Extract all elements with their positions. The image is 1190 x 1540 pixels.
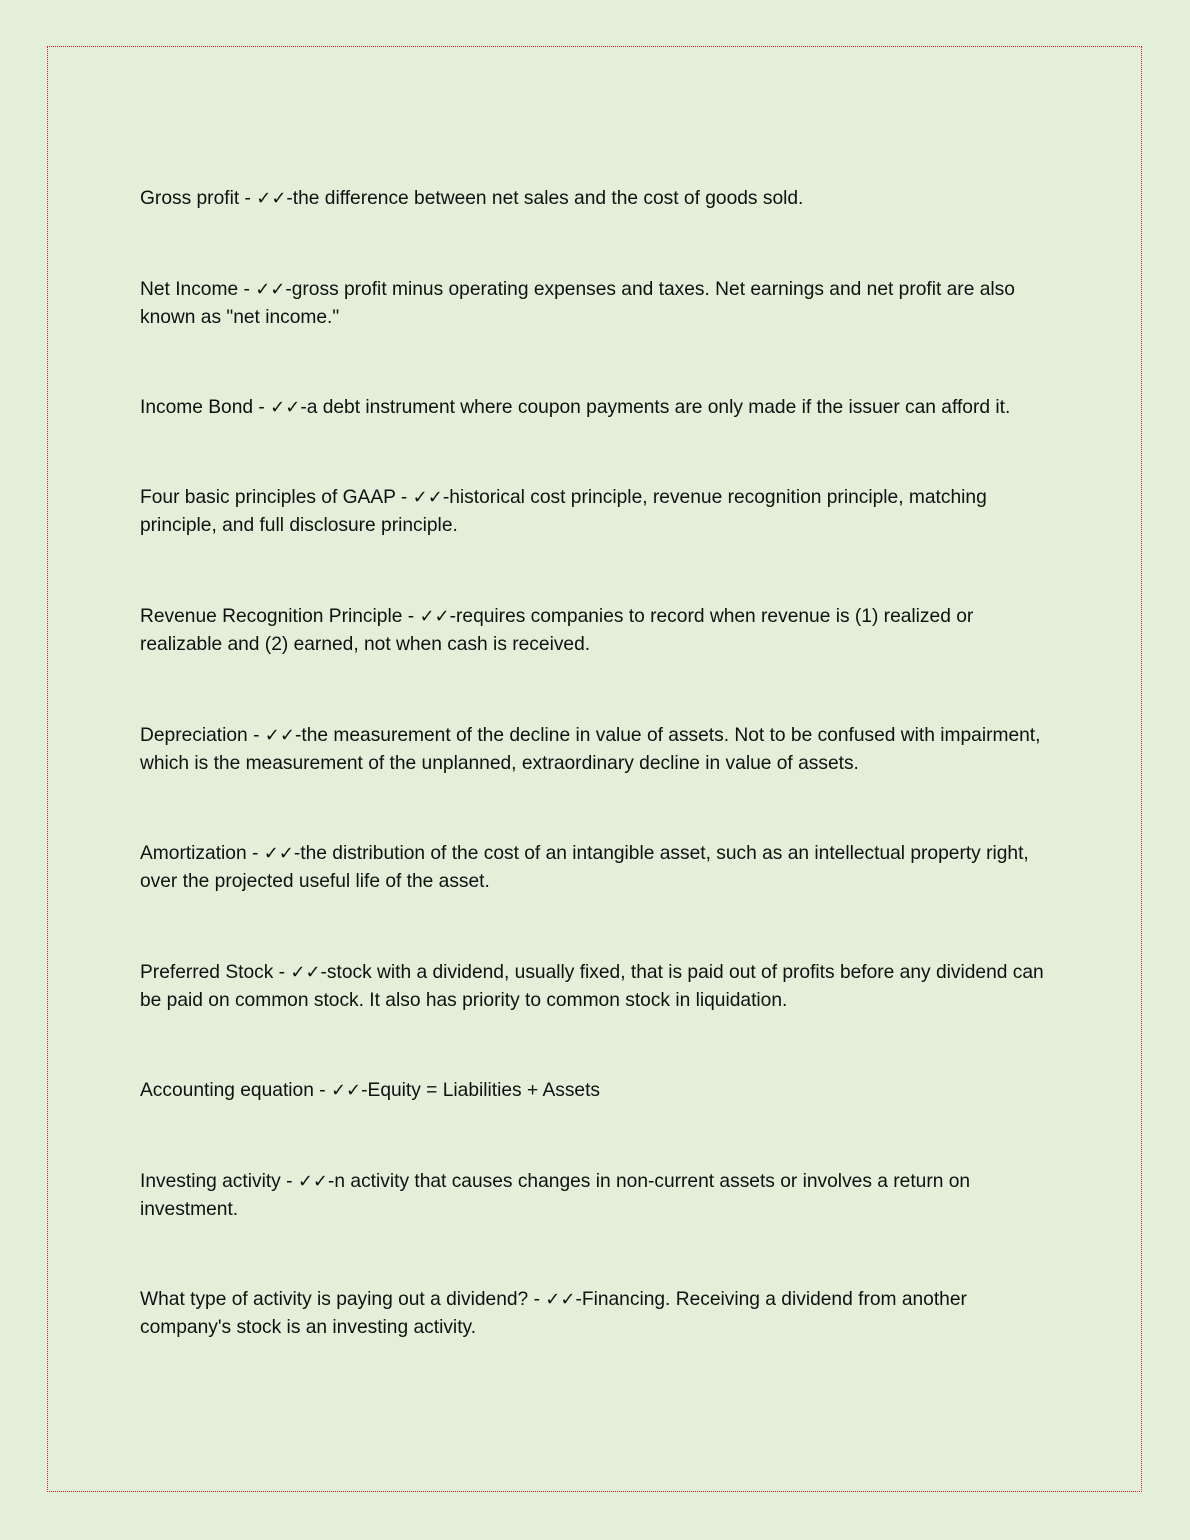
entry-separator: - xyxy=(238,279,256,300)
entry-definition: -historical cost principle, revenue recognition principle, matching principle, and full disclosure principle. xyxy=(140,487,987,537)
entry-definition: -the difference between net sales and the cost of goods sold. xyxy=(286,188,804,209)
entry-gross-profit xyxy=(140,185,1055,213)
entry-definition: -the measurement of the decline in value of assets. Not to be confused with impairment, which is the measurement of the unplanned, extraordinary decline in value of assets. xyxy=(140,725,1041,775)
entry-gaap-principles xyxy=(140,484,1055,541)
double-check-icon: ✓✓ xyxy=(297,1171,329,1192)
double-check-icon: ✓✓ xyxy=(290,962,321,983)
entry-net-income xyxy=(140,276,1055,333)
entry-term: Depreciation xyxy=(140,725,248,746)
entry-definition: -requires companies to record when revenue is (1) realized or realizable and (2) earned, not when cash is received. xyxy=(140,606,974,656)
entry-term: Gross profit xyxy=(140,188,240,209)
double-check-icon: ✓✓ xyxy=(255,279,286,300)
double-check-icon: ✓✓ xyxy=(256,188,287,209)
entry-term: Amortization xyxy=(140,843,247,864)
entry-separator: - xyxy=(239,188,257,209)
entry-depreciation xyxy=(140,722,1055,779)
entry-definition: -Equity = Liabilities + Assets xyxy=(361,1080,601,1101)
entry-term: Accounting equation xyxy=(140,1080,314,1101)
entry-definition: -a debt instrument where coupon payments are only made if the issuer can afford it. xyxy=(300,397,1011,418)
entry-term: Preferred Stock xyxy=(140,962,274,983)
entry-separator: - xyxy=(273,962,291,983)
entry-preferred-stock xyxy=(140,959,1055,1016)
entry-amortization xyxy=(140,840,1055,897)
double-check-icon: ✓✓ xyxy=(264,725,295,746)
entry-separator: - xyxy=(253,397,271,418)
double-check-icon: ✓✓ xyxy=(270,397,301,418)
entry-income-bond xyxy=(140,394,1055,422)
entry-term: Income Bond xyxy=(140,397,254,418)
entry-term: Net Income xyxy=(140,279,239,300)
entry-term: Four basic principles of GAAP xyxy=(140,487,396,508)
double-check-icon: ✓✓ xyxy=(412,487,443,508)
entry-separator: - xyxy=(280,1171,298,1192)
entry-separator: - xyxy=(313,1080,331,1101)
entry-dividend-activity xyxy=(140,1286,1055,1343)
entry-separator: - xyxy=(528,1289,546,1310)
entry-separator: - xyxy=(246,843,264,864)
double-check-icon: ✓✓ xyxy=(263,843,294,864)
entry-separator: - xyxy=(395,487,413,508)
double-check-icon: ✓✓ xyxy=(419,606,450,627)
entry-term: What type of activity is paying out a dividend? xyxy=(140,1289,529,1310)
entry-definition: -Financing. Receiving a dividend from another company's stock is an investing activity. xyxy=(140,1289,967,1339)
entry-revenue-recognition xyxy=(140,603,1055,660)
entry-term: Investing activity xyxy=(140,1171,281,1192)
entry-separator: - xyxy=(247,725,265,746)
entry-definition: -stock with a dividend, usually fixed, that is paid out of profits before any dividend can be paid on common stock. It also has priority to common stock in liquidation. xyxy=(140,962,1044,1012)
double-check-icon: ✓✓ xyxy=(330,1080,362,1101)
entry-separator: - xyxy=(402,606,420,627)
entry-definition: -gross profit minus operating expenses and taxes. Net earnings and net profit are also known as "net income." xyxy=(140,279,1015,329)
entry-accounting-equation xyxy=(140,1077,1055,1105)
entry-definition: -n activity that causes changes in non-current assets or involves a return on investment. xyxy=(140,1171,971,1221)
double-check-icon: ✓✓ xyxy=(545,1289,576,1310)
entry-definition: -the distribution of the cost of an intangible asset, such as an intellectual property right, over the projected useful life of the asset. xyxy=(140,843,1029,893)
entry-term: Revenue Recognition Principle xyxy=(140,606,403,627)
entry-investing-activity xyxy=(140,1168,1055,1225)
